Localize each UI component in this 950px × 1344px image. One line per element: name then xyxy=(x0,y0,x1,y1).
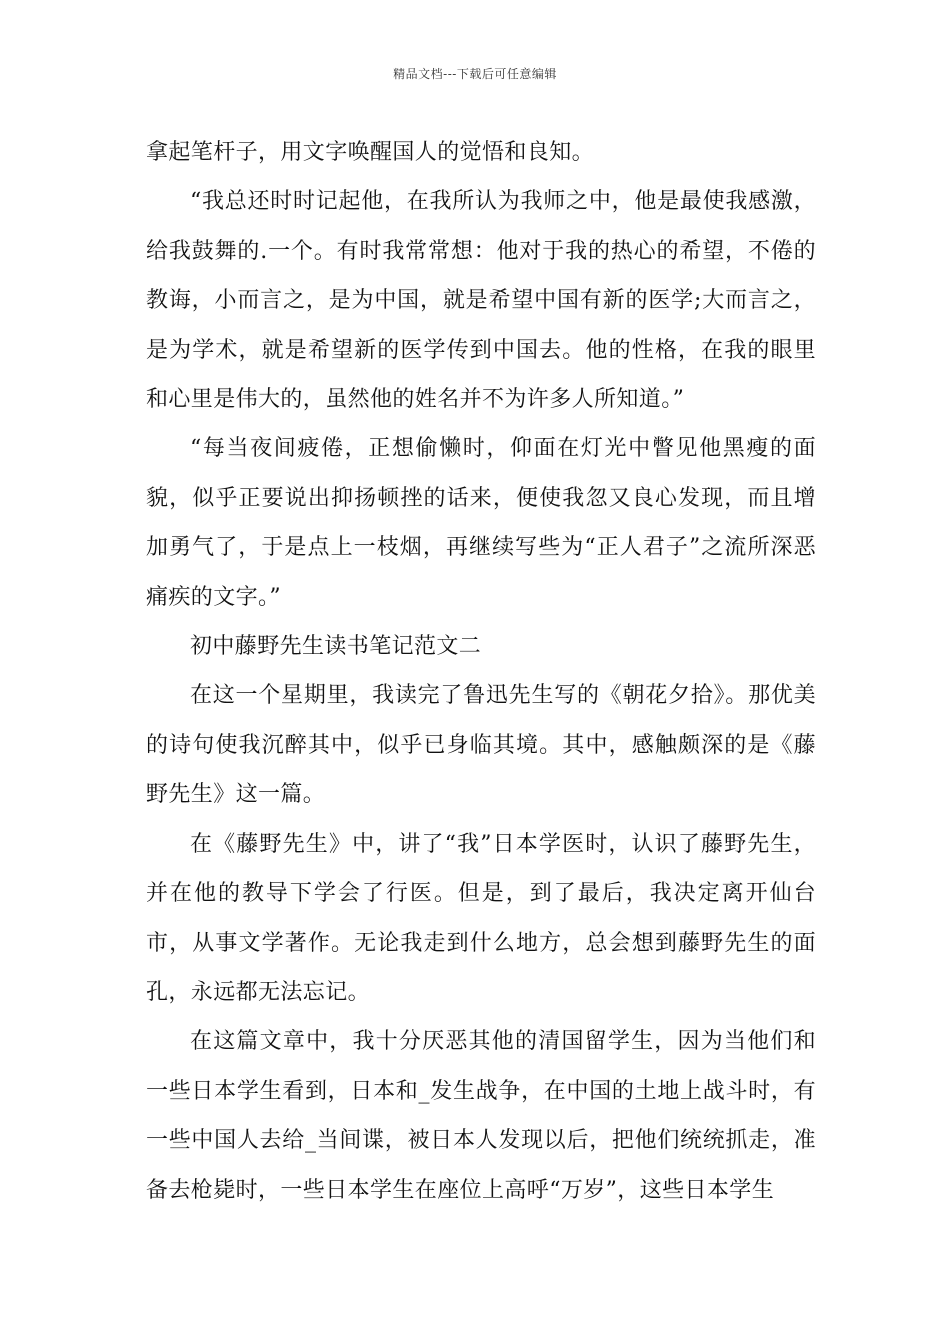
paragraph: 在《藤野先生》中，讲了“我”日本学医时，认识了藤野先生，并在他的教导下学会了行医。但是，到了最后，我决定离开仙台市，从事文学著作。无论我走到什么地方，总会想到藤野先生的面孔，永远都无法忘记。 xyxy=(146,831,816,1005)
page-header: 精品文档---下载后可任意编辑 xyxy=(393,67,557,81)
paragraph: 拿起笔杆子，用文字唤醒国人的觉悟和良知。 xyxy=(146,140,595,165)
document-body xyxy=(146,128,816,1215)
paragraph: 在这一个星期里，我读完了鲁迅先生写的《朝花夕拾》。那优美的诗句使我沉醉其中，似乎已身临其境。其中，感触颇深的是《藤野先生》这一篇。 xyxy=(146,683,816,808)
paragraph: “我总还时时记起他，在我所认为我师之中，他是最使我感激，给我鼓舞的.一个。有时我常常想：他对于我的热心的希望，不倦的教诲，小而言之，是为中国，就是希望中国有新的医学;大而言之，是为学术，就是希望新的医学传到中国去。他的性格，在我的眼里和心里是伟大的，虽然他的姓名并不为许多人所知道。” xyxy=(146,189,816,413)
paragraph: “每当夜间疲倦，正想偷懒时，仰面在灯光中瞥见他黑瘦的面貌，似乎正要说出抑扬顿挫的话来，便使我忽又良心发现，而且增加勇气了，于是点上一枝烟，再继续写些为“正人君子”之流所深恶痛疾的文字。” xyxy=(146,436,816,610)
paragraph: 在这篇文章中，我十分厌恶其他的清国留学生，因为当他们和一些日本学生看到，日本和_发生战争，在中国的土地上战斗时，有一些中国人去给_当间谍，被日本人发现以后，把他们统统抓走，准备去枪毙时，一些日本学生在座位上高呼“万岁”，这些日本学生 xyxy=(146,1029,816,1203)
section-heading: 初中藤野先生读书笔记范文二 xyxy=(190,634,482,660)
